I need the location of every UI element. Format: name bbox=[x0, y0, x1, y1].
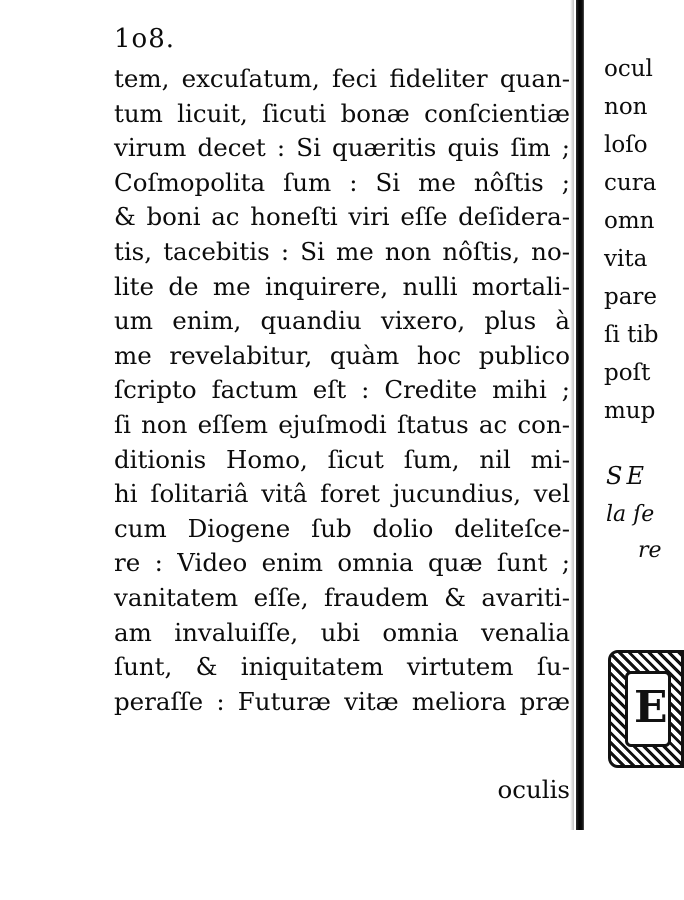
text-line: tis, tacebitis : Si me non nôſtis, no- bbox=[114, 236, 570, 266]
text-line: Coſmopolita ſum : Si me nôſtis ; bbox=[114, 167, 570, 197]
text-line: virum decet : Si quæritis quis ſim ; bbox=[114, 133, 570, 163]
gutter-shadow bbox=[570, 0, 574, 830]
right-text-line: omn bbox=[604, 208, 655, 234]
right-text-line: loſo bbox=[604, 132, 648, 158]
right-text-line: non bbox=[604, 94, 648, 120]
section-heading: SE bbox=[606, 462, 648, 490]
text-line: cum Diogene ſub dolio deliteſce- bbox=[114, 513, 570, 543]
section-subheading: la ſe bbox=[606, 502, 655, 527]
right-text-line: ocul bbox=[604, 56, 653, 82]
decorated-initial-frame bbox=[625, 671, 671, 747]
right-text-line: cura bbox=[604, 170, 657, 196]
text-line: tem, excuſatum, feci fideliter quan- bbox=[114, 64, 570, 93]
text-line: vanitatem eſſe, fraudem & avariti- bbox=[114, 582, 570, 612]
right-text-line: poſt bbox=[604, 360, 651, 386]
right-text-line: ſi tib bbox=[604, 322, 659, 348]
page-number: 1o8. bbox=[114, 24, 176, 54]
text-line: ſunt, & iniquitatem virtutem ſu- bbox=[114, 652, 570, 682]
text-line: peraſſe : Futuræ vitæ meliora præ bbox=[114, 686, 570, 716]
text-line: lite de me inquirere, nulli mortali- bbox=[114, 271, 570, 301]
right-page bbox=[584, 0, 668, 900]
text-line: tum licuit, ſicuti bonæ conſcientiæ bbox=[114, 98, 570, 128]
decorated-initial-letter: E bbox=[634, 682, 668, 733]
decorated-initial bbox=[608, 650, 684, 768]
right-text-line: vita bbox=[604, 246, 648, 272]
catchword: oculis bbox=[497, 775, 570, 804]
text-line: me revelabitur, quàm hoc publico bbox=[114, 340, 570, 370]
book-gutter bbox=[576, 0, 584, 830]
right-text-line: pare bbox=[604, 284, 658, 310]
text-line: um enim, quandiu vixero, plus à bbox=[114, 306, 570, 336]
text-line: ſcripto factum eſt : Credite mihi ; bbox=[114, 375, 570, 405]
text-line: & boni ac honeſti viri eſſe deſidera- bbox=[114, 202, 570, 232]
text-line: re : Video enim omnia quæ ſunt ; bbox=[114, 548, 570, 578]
text-line: ditionis Homo, ſicut ſum, nil mi- bbox=[114, 444, 570, 474]
text-line: hi ſolitariâ vitâ foret jucundius, vel bbox=[114, 479, 570, 509]
right-text-line: mup bbox=[604, 398, 656, 424]
body-text bbox=[114, 62, 570, 719]
text-line: ſi non eſſem ejuſmodi ſtatus ac con- bbox=[114, 409, 570, 439]
section-subheading: re bbox=[638, 538, 662, 563]
text-line: am invaluiſſe, ubi omnia venalia bbox=[114, 617, 570, 647]
